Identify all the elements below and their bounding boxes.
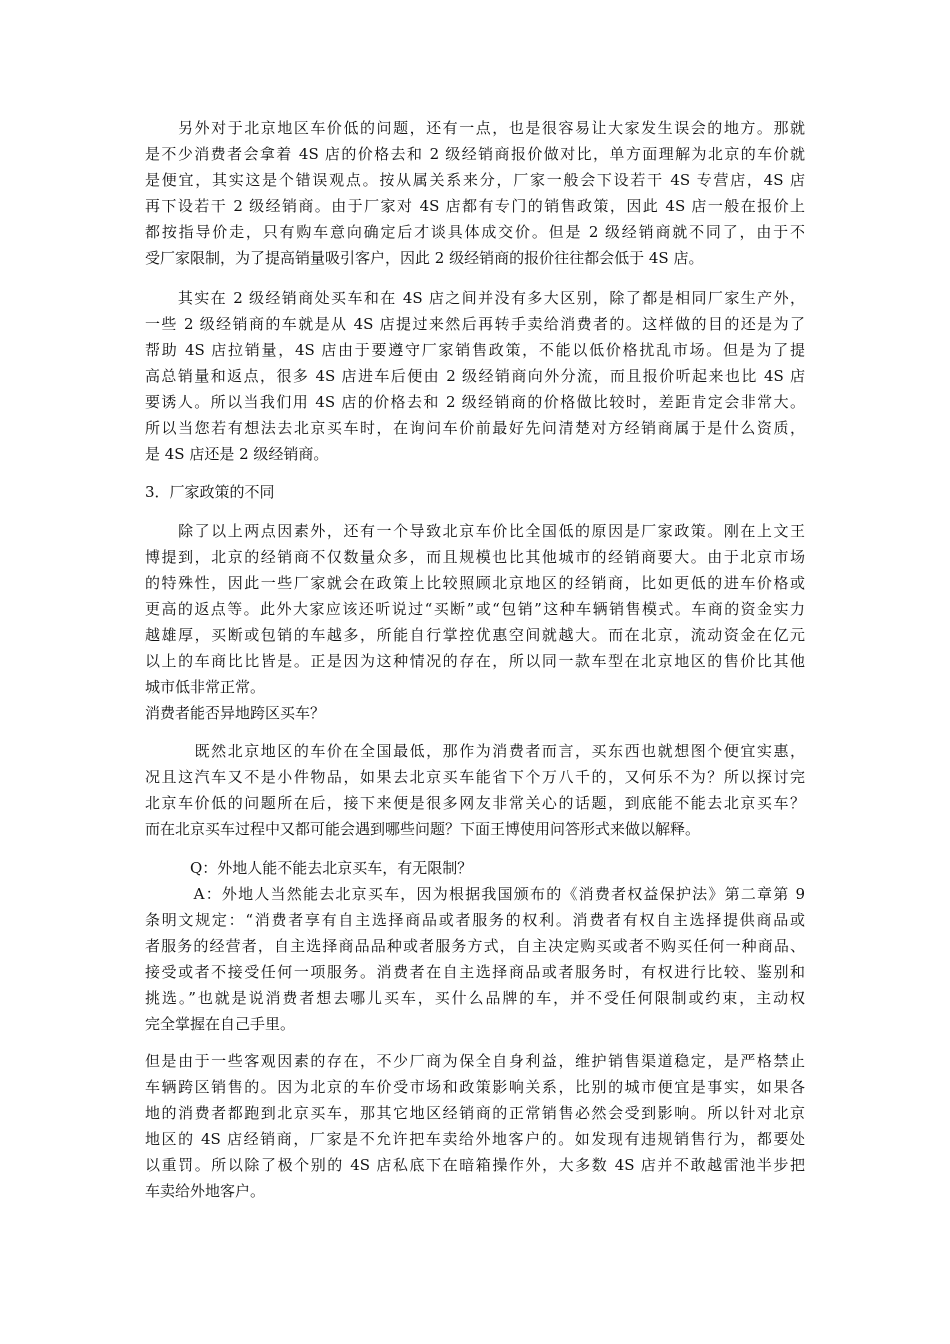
paragraph-manufacturer-policy bbox=[145, 518, 805, 726]
text-line: 更高的返点等。此外大家应该还听说过“买断”或“包销”这种车辆销售模式。车商的资金实力 bbox=[145, 600, 805, 618]
paragraph-dealer-difference bbox=[145, 285, 805, 467]
text-line: 另外对于北京地区车价低的问题，还有一点，也是很容易让大家发生误会的地方。那就 bbox=[145, 119, 805, 137]
text-line: 一些 2 级经销商的车就是从 4S 店提过来然后再转手卖给消费者的。这样做的目的还是为了 bbox=[145, 315, 805, 333]
question-line: Q：外地人能不能去北京买车，有无限制？ bbox=[145, 859, 473, 877]
text-line: 北京车价低的问题所在后，接下来便是很多网友非常关心的话题，到底能不能去北京买车？ bbox=[145, 794, 805, 812]
text-line: 受厂家限制，为了提高销量吸引客户，因此 2 级经销商的报价往往都会低于 4S 店。 bbox=[145, 249, 704, 267]
paragraph-cross-region-intro bbox=[145, 738, 805, 842]
text-line: 既然北京地区的车价在全国最低，那作为消费者而言，买东西也就想图个便宜实惠， bbox=[145, 742, 805, 760]
text-line: 况且这汽车又不是小件物品，如果去北京买车能省下个万八千的，又何乐不为？所以探讨完 bbox=[145, 768, 805, 786]
text-line: 越雄厚，买断或包销的车越多，所能自行掌控优惠空间就越大。而在北京，流动资金在亿元 bbox=[145, 626, 805, 644]
section-heading bbox=[145, 479, 805, 505]
text-line: 以重罚。所以除了极个别的 4S 店私底下在暗箱操作外，大多数 4S 店并不敢越雷池半步把 bbox=[145, 1156, 805, 1174]
answer-line: A：外地人当然能去北京买车，因为根据我国颁布的《消费者权益保护法》第二章第 9 bbox=[145, 885, 805, 903]
paragraph-regional-restriction bbox=[145, 1048, 805, 1204]
text-line: 者服务的经营者，自主选择商品品种或者服务方式，自主决定购买或者不购买任何一种商品、 bbox=[145, 937, 805, 955]
text-line: 车辆跨区销售的。因为北京的车价受市场和政策影响关系，比别的城市便宜是事实，如果各 bbox=[145, 1078, 805, 1096]
text-line: 而在北京买车过程中又都可能会遇到哪些问题？下面王博使用问答形式来做以解释。 bbox=[145, 820, 701, 838]
text-line: 要诱人。所以当我们用 4S 店的价格去和 2 级经销商的价格做比较时，差距肯定会非常大。 bbox=[145, 393, 805, 411]
text-line: 地区的 4S 店经销商，厂家是不允许把车卖给外地客户的。如发现有违规销售行为，都要处 bbox=[145, 1130, 805, 1148]
subheading-text: 消费者能否异地跨区买车？ bbox=[145, 704, 326, 722]
text-line: 帮助 4S 店拉销量，4S 店由于要遵守厂家销售政策，不能以低价格扰乱市场。但是为了提 bbox=[145, 341, 805, 359]
text-line: 所以当您若有想法去北京买车时，在询问车价前最好先问清楚对方经销商属于是什么资质， bbox=[145, 419, 805, 437]
text-line: 其实在 2 级经销商处买车和在 4S 店之间并没有多大区别，除了都是相同厂家生产外， bbox=[145, 289, 805, 307]
text-line: 是不少消费者会拿着 4S 店的价格去和 2 级经销商报价做对比，单方面理解为北京的车价就 bbox=[145, 145, 805, 163]
text-line: 城市低非常正常。 bbox=[145, 678, 266, 696]
text-line: 是便宜，其实这是个错误观点。按从属关系来分，厂家一般会下设若干 4S 专营店，4S 店 bbox=[145, 171, 805, 189]
text-line: 的特殊性，因此一些厂家就会在政策上比较照顾北京地区的经销商，比如更低的进车价格或 bbox=[145, 574, 805, 592]
text-line: 除了以上两点因素外，还有一个导致北京车价比全国低的原因是厂家政策。刚在上文王 bbox=[145, 522, 805, 540]
text-line: 接受或者不接受任何一项服务。消费者在自主选择商品或者服务时，有权进行比较、鉴别和 bbox=[145, 963, 805, 981]
text-line: 挑选。”也就是说消费者想去哪儿买车，买什么品牌的车，并不受任何限制或约束，主动权 bbox=[145, 989, 805, 1007]
text-line: 地的消费者都跑到北京买车，那其它地区经销商的正常销售必然会受到影响。所以针对北京 bbox=[145, 1104, 805, 1122]
text-line: 完全掌握在自己手里。 bbox=[145, 1015, 296, 1033]
heading-text: 3．厂家政策的不同 bbox=[145, 483, 275, 501]
text-line: 车卖给外地客户。 bbox=[145, 1182, 266, 1200]
text-line: 条明文规定：“消费者享有自主选择商品或者服务的权利。消费者有权自主选择提供商品或 bbox=[145, 911, 805, 929]
text-line: 以上的车商比比皆是。正是因为这种情况的存在，所以同一款车型在北京地区的售价比其他 bbox=[145, 652, 805, 670]
paragraph-qa bbox=[145, 855, 805, 1037]
text-line: 博提到，北京的经销商不仅数量众多，而且规模也比其他城市的经销商要大。由于北京市场 bbox=[145, 548, 805, 566]
paragraph-price-comparison bbox=[145, 115, 805, 271]
text-line: 再下设若干 2 级经销商。由于厂家对 4S 店都有专门的销售政策，因此 4S 店一般在报价上 bbox=[145, 197, 805, 215]
text-line: 高总销量和返点，很多 4S 店进车后便由 2 级经销商向外分流，而且报价听起来也比 4S 店 bbox=[145, 367, 805, 385]
text-line: 但是由于一些客观因素的存在，不少厂商为保全自身利益，维护销售渠道稳定，是严格禁止 bbox=[145, 1052, 805, 1070]
text-line: 是 4S 店还是 2 级经销商。 bbox=[145, 445, 329, 463]
text-line: 都按指导价走，只有购车意向确定后才谈具体成交价。但是 2 级经销商就不同了，由于不 bbox=[145, 223, 805, 241]
